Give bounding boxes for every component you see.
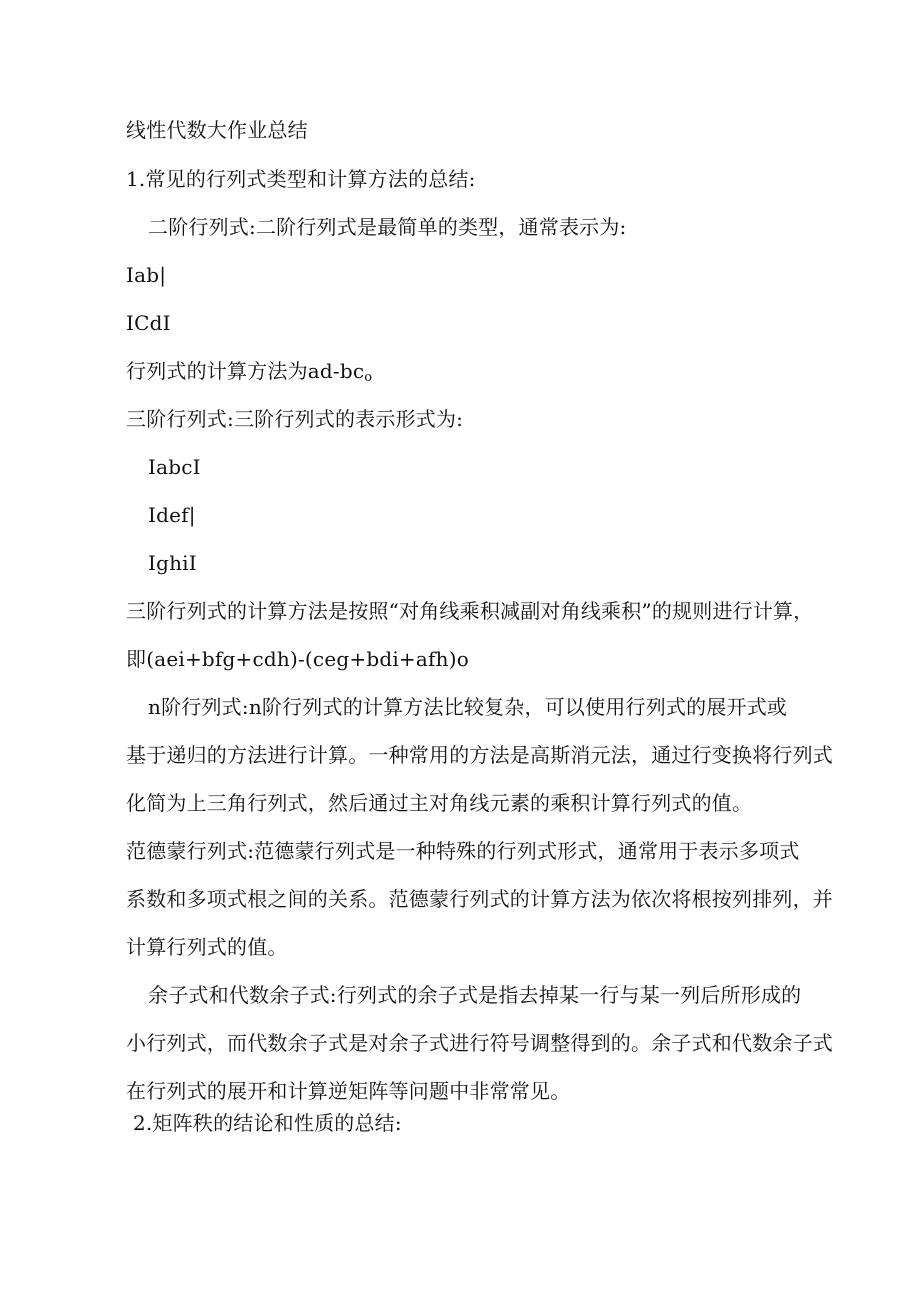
third-order-method-line-2: 即(aei+bfg+cdh)-(ceg+bdi+afh)o (126, 647, 469, 671)
second-order-row-1: Iab| (126, 263, 167, 287)
second-order-method (126, 357, 372, 392)
cofactor-line-1: 余子式和代数余子式:行列式的余子式是指去掉某一行与某一列后所形成的 (148, 983, 802, 1007)
second-order-intro: 二阶行列式:二阶行列式是最简单的类型，通常表示为: (148, 215, 627, 239)
cofactor-line-2: 小行列式，而代数余子式是对余子式进行符号调整得到的。余子式和代数余子式 (126, 1031, 833, 1055)
vandermonde-line-2: 系数和多项式根之间的关系。范德蒙行列式的计算方法为依次将根按列排列，并 (126, 887, 833, 911)
vandermonde-line-3: 计算行列式的值。 (126, 935, 288, 959)
section-1-heading: 1.常见的行列式类型和计算方法的总结: (126, 167, 476, 191)
third-order-row-1: IabcI (148, 455, 201, 479)
second-order-method-text: 行列式的计算方法为ad-bc (126, 359, 365, 383)
n-order-line-1: n阶行列式:n阶行列式的计算方法比较复杂，可以使用行列式的展开式或 (148, 695, 788, 719)
third-order-method-line-1: 三阶行列式的计算方法是按照“对角线乘积减副对角线乘积”的规则进行计算， (126, 599, 814, 623)
document-title: 线性代数大作业总结 (126, 118, 308, 142)
third-order-row-2: Idef| (148, 503, 196, 527)
n-order-line-3: 化简为上三角行列式，然后通过主对角线元素的乘积计算行列式的值。 (126, 791, 753, 815)
second-order-method-mark: o (364, 370, 373, 385)
n-order-line-2: 基于递归的方法进行计算。一种常用的方法是高斯消元法，通过行变换将行列式 (126, 743, 833, 767)
cofactor-line-3: 在行列式的展开和计算逆矩阵等问题中非常常见。 (126, 1079, 571, 1103)
third-order-row-3: IghiI (148, 551, 197, 575)
vandermonde-line-1: 范德蒙行列式:范德蒙行列式是一种特殊的行列式形式，通常用于表示多项式 (126, 839, 800, 863)
second-order-row-2: ICdI (126, 311, 171, 335)
section-2-heading: 2.矩阵秩的结论和性质的总结: (133, 1111, 402, 1135)
third-order-intro: 三阶行列式:三阶行列式的表示形式为: (126, 407, 464, 431)
